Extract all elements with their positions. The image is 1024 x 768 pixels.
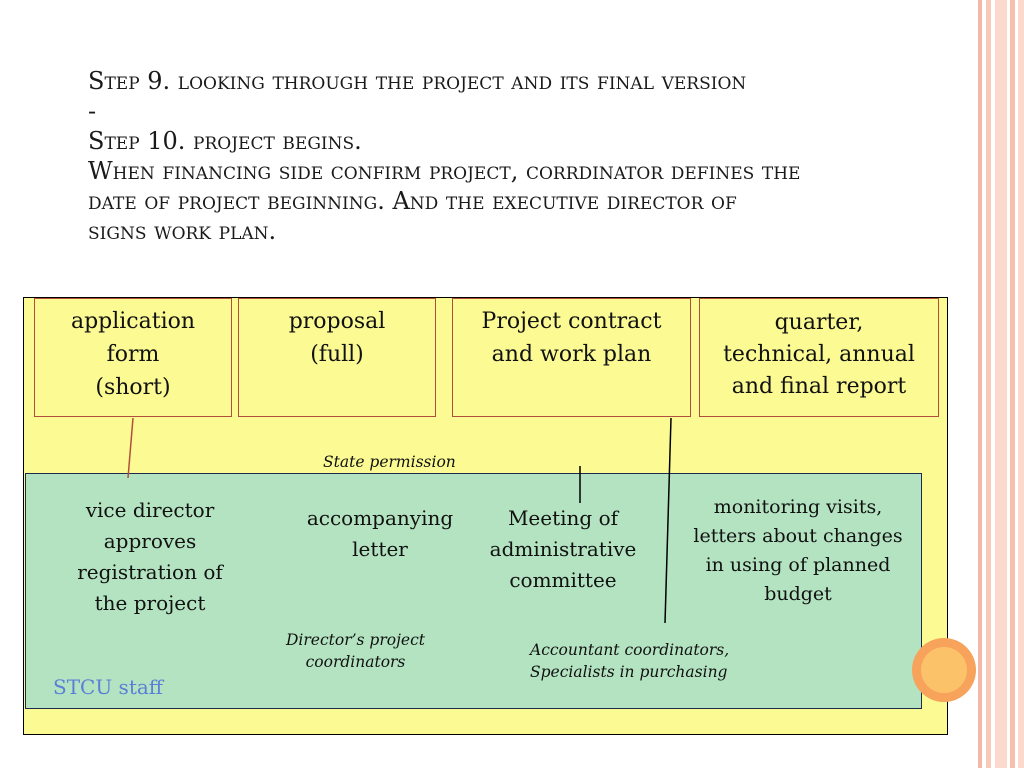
connector-application <box>128 418 133 478</box>
box-line: Project contract <box>481 309 662 334</box>
box-line: (short) <box>95 375 171 400</box>
stcu-staff-label: STCU staff <box>53 675 163 699</box>
label-line: Accountant coordinators, <box>530 641 730 659</box>
step-line: the project <box>94 591 206 615</box>
label-line: Director’s project <box>286 631 425 649</box>
heading-line: When financing side confirm project, corrdinator defines the <box>88 157 801 185</box>
box-line: quarter, <box>774 310 864 335</box>
step-line: committee <box>509 568 617 592</box>
step-line: accompanying <box>306 506 454 530</box>
step-line: Meeting of <box>507 506 619 530</box>
box-line: and work plan <box>491 342 652 367</box>
box-line: (full) <box>310 342 364 367</box>
heading-line: signs work plan. <box>88 217 277 245</box>
step-line: registration of <box>77 560 223 584</box>
state-permission-label: State permission <box>323 453 456 471</box>
step-line: monitoring visits, <box>713 496 883 518</box>
label-line: Specialists in purchasing <box>530 663 728 681</box>
step-line: vice director <box>85 498 215 522</box>
step-line: administrative <box>489 537 637 561</box>
heading-line: - <box>88 97 97 125</box>
connector-contract <box>665 418 671 623</box>
step-line: approves <box>103 529 197 553</box>
box-line: application <box>70 309 196 334</box>
box-line: form <box>106 342 160 367</box>
step-line: letter <box>352 537 408 561</box>
heading-line: date of project beginning. And the executive director of <box>88 187 737 215</box>
heading-line: Step 10. project begins. <box>88 127 362 155</box>
box-line: proposal <box>288 309 386 334</box>
step-line: in using of planned <box>705 554 891 576</box>
step-line: letters about changes <box>693 525 903 547</box>
box-line: and final report <box>731 374 907 399</box>
step-line: budget <box>764 583 832 605</box>
label-line: coordinators <box>305 653 406 671</box>
heading-line: Step 9. looking through the project and its final version <box>88 67 747 95</box>
box-line: technical, annual <box>723 342 915 367</box>
decor-circle-inner <box>921 647 967 693</box>
